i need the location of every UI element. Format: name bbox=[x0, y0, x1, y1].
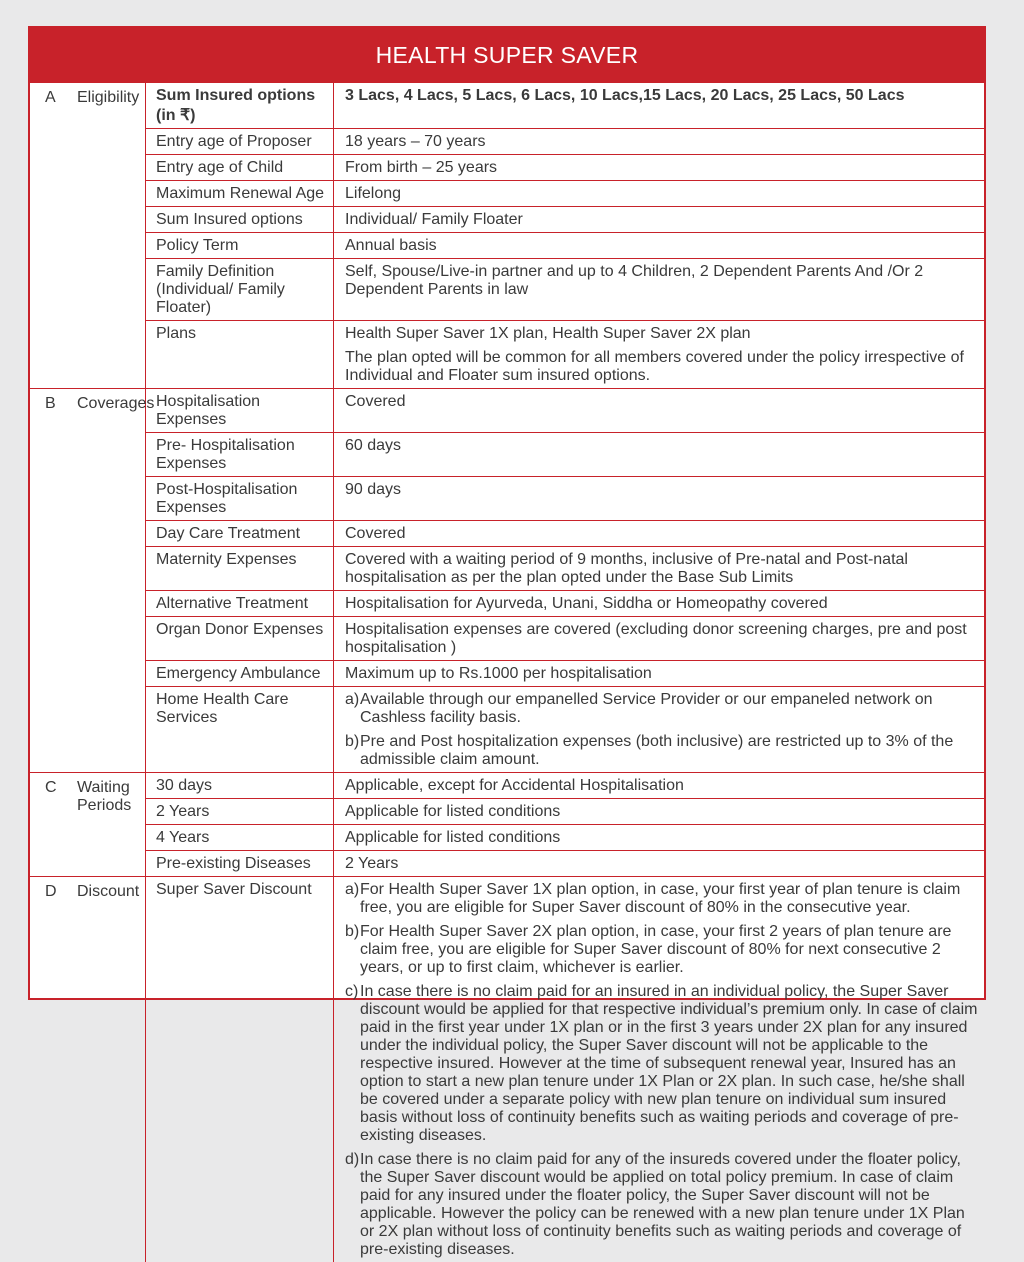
table-row bbox=[146, 591, 984, 617]
section-letter: D bbox=[45, 883, 57, 900]
row-value-text: Maximum up to Rs.1000 per hospitalisation bbox=[345, 665, 652, 682]
row-value-text: Applicable, except for Accidental Hospitalisation bbox=[345, 777, 684, 794]
row-value bbox=[334, 155, 984, 181]
row-label: Hospitalisation Expenses bbox=[146, 389, 334, 433]
table-row bbox=[146, 477, 984, 521]
row-value bbox=[334, 547, 984, 591]
list-item-text: In case there is no claim paid for an insured in an individual policy, the Super Saver discount would be applied for that respective individual’s premium only. In case of claim paid in the ﬁrst year under 1X plan or in the ﬁrst 3 years under 2X plan for any insured under the individual policy, the Super Saver discount will not be applicable to the respective insured. However at the time of subsequent renewal year, Insured has an option to start a new plan tenure under 1X Plan or 2X plan. In such case, he/she shall be covered under a separate policy with new plan tenure on individual sum insured basis without loss of continuity beneﬁts such as waiting periods and coverage of pre-existing diseases. bbox=[360, 983, 978, 1144]
list-item bbox=[345, 983, 978, 1145]
row-value bbox=[334, 687, 984, 772]
table-row bbox=[146, 877, 984, 1262]
row-label: Sum Insured options (in ₹) bbox=[146, 83, 334, 129]
table-row bbox=[146, 851, 984, 876]
table-row bbox=[146, 83, 984, 129]
section-letter: A bbox=[45, 89, 56, 106]
table-row bbox=[146, 799, 984, 825]
row-value bbox=[334, 129, 984, 155]
section-c bbox=[30, 773, 984, 877]
list-item bbox=[345, 733, 978, 769]
row-value bbox=[334, 591, 984, 617]
section-b bbox=[30, 389, 984, 773]
table-row bbox=[146, 181, 984, 207]
row-label: Home Health Care Services bbox=[146, 687, 334, 772]
table-row bbox=[146, 661, 984, 687]
row-label: Alternative Treatment bbox=[146, 591, 334, 617]
row-value bbox=[334, 521, 984, 547]
row-label: Day Care Treatment bbox=[146, 521, 334, 547]
list-item-text: In case there is no claim paid for any of the insureds covered under the ﬂoater policy, the Super Saver discount would be applied on total policy premium. In case of claim paid for any insured under the ﬂoater policy, the Super Saver discount will not be applicable. However the policy can be renewed with a new plan tenure under 1X Plan or 2X plan without loss of continuity beneﬁts such as waiting periods and coverage of pre-existing diseases. bbox=[360, 1151, 965, 1258]
row-value-text: Self, Spouse/Live-in partner and up to 4 Children, 2 Dependent Parents And /Or 2 Dependent Parents in law bbox=[345, 263, 924, 298]
row-value bbox=[334, 233, 984, 259]
row-value-text: 18 years – 70 years bbox=[345, 133, 486, 150]
row-value bbox=[334, 617, 984, 661]
row-label: 30 days bbox=[146, 773, 334, 799]
page-title: HEALTH SUPER SAVER bbox=[30, 28, 984, 83]
list-item-letter: b) bbox=[345, 923, 360, 940]
list-item bbox=[345, 691, 978, 727]
row-value-text: From birth – 25 years bbox=[345, 159, 498, 176]
row-label: 2 Years bbox=[146, 799, 334, 825]
list-item bbox=[345, 881, 978, 917]
row-value bbox=[334, 877, 984, 1262]
row-value bbox=[334, 773, 984, 799]
table-row bbox=[146, 617, 984, 661]
row-value bbox=[334, 825, 984, 851]
row-value bbox=[334, 433, 984, 477]
section-name: Waiting Periods bbox=[70, 773, 146, 876]
list-item-text: Available through our empanelled Service Provider or our empaneled network on Cashless facility basis. bbox=[360, 691, 933, 726]
row-label: Entry age of Proposer bbox=[146, 129, 334, 155]
list-item-letter: a) bbox=[345, 881, 360, 898]
section-letter: C bbox=[45, 779, 57, 796]
row-value-text: Applicable for listed conditions bbox=[345, 803, 561, 820]
row-value-text: Hospitalisation for Ayurveda, Unani, Siddha or Homeopathy covered bbox=[345, 595, 828, 612]
table-row bbox=[146, 389, 984, 433]
row-value-text: 2 Years bbox=[345, 855, 399, 872]
section-letter: B bbox=[45, 395, 56, 412]
row-value-text: Individual/ Family Floater bbox=[345, 211, 523, 228]
row-label: Plans bbox=[146, 321, 334, 388]
row-value bbox=[334, 477, 984, 521]
row-value-text: Covered bbox=[345, 525, 406, 542]
table-row bbox=[146, 521, 984, 547]
row-label: Emergency Ambulance bbox=[146, 661, 334, 687]
list-item bbox=[345, 1151, 978, 1259]
row-label: Policy Term bbox=[146, 233, 334, 259]
list-item-letter: a) bbox=[345, 691, 360, 708]
list-item-letter: d) bbox=[345, 1151, 360, 1168]
row-label: Pre-existing Diseases bbox=[146, 851, 334, 876]
list-item-letter: c) bbox=[345, 983, 359, 1000]
list-item-text: For Health Super Saver 2X plan option, in case, your ﬁrst 2 years of plan tenure are claim free, you are eligible for Super Saver discount of 80% for next consecutive 2 years, or up to ﬁrst claim, whichever is earlier. bbox=[360, 923, 952, 976]
benefits-table bbox=[30, 83, 984, 1262]
row-label: Entry age of Child bbox=[146, 155, 334, 181]
row-value-text: Applicable for listed conditions bbox=[345, 829, 561, 846]
table-row bbox=[146, 773, 984, 799]
table-row bbox=[146, 129, 984, 155]
list-item-text: For Health Super Saver 1X plan option, in case, your ﬁrst year of plan tenure is claim free, you are eligible for Super Saver discount of 80% in the consecutive year. bbox=[360, 881, 961, 916]
row-value-text: Health Super Saver 1X plan, Health Super Saver 2X plan bbox=[345, 325, 751, 342]
table-row bbox=[146, 547, 984, 591]
row-value bbox=[334, 259, 984, 321]
row-value-text: Annual basis bbox=[345, 237, 437, 254]
section-name: Discount bbox=[70, 877, 146, 1262]
row-value bbox=[334, 207, 984, 233]
row-value bbox=[334, 661, 984, 687]
table-row bbox=[146, 207, 984, 233]
document-frame bbox=[28, 26, 986, 1258]
section-name: Coverages bbox=[70, 389, 146, 772]
table-row bbox=[146, 433, 984, 477]
row-label: Maternity Expenses bbox=[146, 547, 334, 591]
row-label: Organ Donor Expenses bbox=[146, 617, 334, 661]
row-value-note: The plan opted will be common for all members covered under the policy irrespective of Individual and Floater sum insured options. bbox=[345, 349, 964, 384]
list-item-letter: b) bbox=[345, 733, 360, 750]
row-value bbox=[334, 321, 984, 388]
row-label: Maximum Renewal Age bbox=[146, 181, 334, 207]
list-item-text: Pre and Post hospitalization expenses (both inclusive) are restricted up to 3% of the admissible claim amount. bbox=[360, 733, 954, 768]
row-label: Family Deﬁnition (Individual/ Family Floater) bbox=[146, 259, 334, 321]
table-row bbox=[146, 233, 984, 259]
row-value bbox=[334, 851, 984, 876]
row-value bbox=[334, 181, 984, 207]
row-value-text: Hospitalisation expenses are covered (excluding donor screening charges, pre and post hospitalisation ) bbox=[345, 621, 967, 656]
section-a bbox=[30, 83, 984, 389]
row-value bbox=[334, 389, 984, 433]
row-label: Post-Hospitalisation Expenses bbox=[146, 477, 334, 521]
list-item bbox=[345, 923, 978, 977]
table-row bbox=[146, 825, 984, 851]
row-value-text: Lifelong bbox=[345, 185, 402, 202]
row-value-text: 90 days bbox=[345, 481, 402, 498]
row-value-text: Covered with a waiting period of 9 months, inclusive of Pre-natal and Post-natal hospitalisation as per the plan opted under the Base Sub Limits bbox=[345, 551, 908, 586]
row-value bbox=[334, 83, 984, 129]
row-value-text: 60 days bbox=[345, 437, 402, 454]
row-label: Super Saver Discount bbox=[146, 877, 334, 1262]
row-label: Pre- Hospitalisation Expenses bbox=[146, 433, 334, 477]
row-value-text: 3 Lacs, 4 Lacs, 5 Lacs, 6 Lacs, 10 Lacs,15 Lacs, 20 Lacs, 25 Lacs, 50 Lacs bbox=[345, 87, 905, 104]
table-row bbox=[146, 259, 984, 321]
row-value-text: Covered bbox=[345, 393, 406, 410]
section-d bbox=[30, 877, 984, 1262]
row-value bbox=[334, 799, 984, 825]
table-row bbox=[146, 155, 984, 181]
table-row bbox=[146, 321, 984, 388]
table-row bbox=[146, 687, 984, 772]
section-name: Eligibility bbox=[70, 83, 146, 388]
row-label: Sum Insured options bbox=[146, 207, 334, 233]
row-label: 4 Years bbox=[146, 825, 334, 851]
